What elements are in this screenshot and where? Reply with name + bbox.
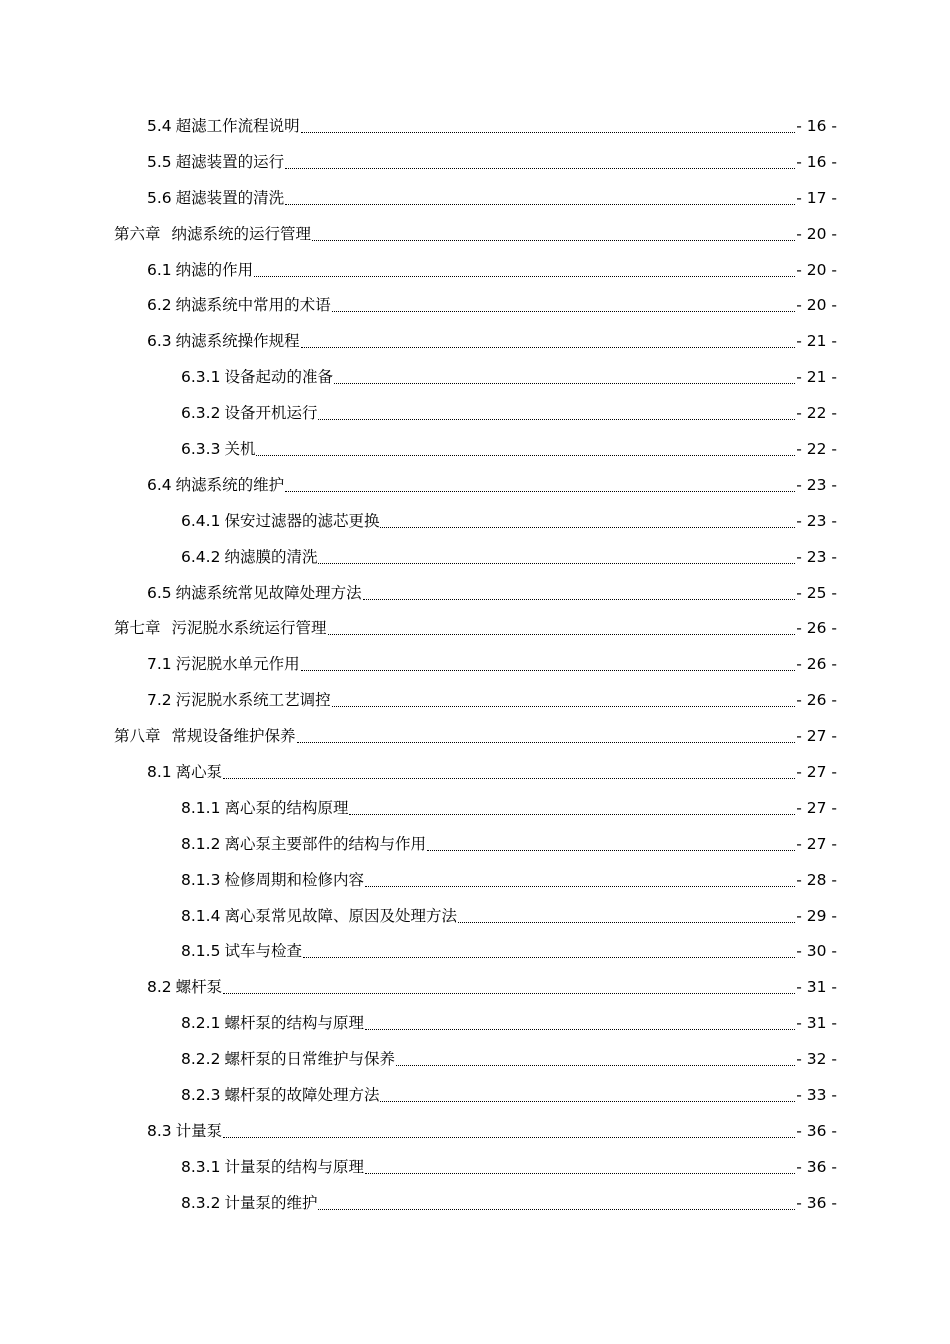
toc-entry-number: 5.4	[147, 116, 172, 135]
toc-entry-title: 计量泵的结构与原理	[224, 1157, 364, 1176]
toc-entry-title: 离心泵主要部件的结构与作用	[224, 834, 426, 853]
toc-dot-leader	[332, 705, 796, 707]
toc-entry-page: - 27 -	[796, 798, 837, 817]
toc-entry-page: - 33 -	[796, 1085, 837, 1104]
toc-entry-number: 6.5	[147, 583, 172, 602]
toc-entry-title: 纳滤膜的清洗	[224, 547, 318, 566]
toc-entry-title: 污泥脱水系统工艺调控	[175, 691, 331, 710]
toc-entry-page: - 28 -	[796, 870, 837, 889]
toc-entry[interactable]	[0, 1113, 950, 1149]
toc-entry-page: - 20 -	[796, 296, 837, 315]
toc-dot-leader	[334, 382, 795, 384]
toc-entry-number: 8.2	[147, 978, 172, 997]
toc-entry-page: - 26 -	[796, 655, 837, 674]
toc-entry-page: - 27 -	[796, 727, 837, 746]
toc-dot-leader	[332, 310, 796, 312]
toc-entry-number: 7.1	[147, 655, 172, 674]
toc-entry-page: - 16 -	[796, 116, 837, 135]
toc-entry[interactable]	[0, 1077, 950, 1113]
toc-dot-leader	[285, 203, 795, 205]
toc-entry[interactable]	[0, 467, 950, 503]
toc-entry-number: 8.3.1	[181, 1157, 221, 1176]
toc-entry-number: 8.2.1	[181, 1014, 221, 1033]
toc-dot-leader	[318, 562, 795, 564]
toc-entry-number: 8.1.1	[181, 798, 221, 817]
toc-entry-title: 纳滤的作用	[175, 260, 254, 279]
toc-dot-leader	[301, 669, 796, 671]
toc-entry-page: - 36 -	[796, 1193, 837, 1212]
toc-dot-leader	[301, 131, 796, 133]
toc-entry-page: - 27 -	[796, 762, 837, 781]
toc-entry-page: - 20 -	[796, 224, 837, 243]
toc-entry-number: 8.3	[147, 1121, 172, 1140]
toc-dot-leader	[365, 1172, 795, 1174]
toc-entry-page: - 22 -	[796, 439, 837, 458]
toc-entry-title: 常规设备维护保养	[171, 727, 296, 746]
toc-entry-title: 纳滤系统操作规程	[175, 332, 300, 351]
toc-entry-page: - 20 -	[796, 260, 837, 279]
toc-entry-number: 6.4	[147, 475, 172, 494]
toc-entry-number: 6.3.3	[181, 439, 221, 458]
toc-entry-title: 关机	[224, 439, 256, 458]
toc-dot-leader	[396, 1064, 795, 1066]
toc-dot-leader	[256, 454, 795, 456]
toc-entry-number: 6.2	[147, 296, 172, 315]
table-of-contents	[0, 108, 950, 1221]
toc-entry-page: - 31 -	[796, 978, 837, 997]
toc-entry-title: 纳滤系统中常用的术语	[175, 296, 331, 315]
toc-entry-number: 8.2.3	[181, 1085, 221, 1104]
toc-entry[interactable]	[0, 323, 950, 359]
toc-entry-number: 6.1	[147, 260, 172, 279]
toc-entry-number: 6.4.2	[181, 547, 221, 566]
toc-entry-page: - 25 -	[796, 583, 837, 602]
toc-entry-page: - 16 -	[796, 152, 837, 171]
toc-entry[interactable]	[0, 180, 950, 216]
toc-dot-leader	[223, 777, 795, 779]
toc-dot-leader	[365, 1028, 795, 1030]
toc-entry-page: - 29 -	[796, 906, 837, 925]
toc-entry-title: 离心泵常见故障、原因及处理方法	[224, 906, 457, 925]
toc-entry-number: 6.3	[147, 332, 172, 351]
toc-entry-title: 超滤工作流程说明	[175, 116, 300, 135]
toc-entry-page: - 21 -	[796, 332, 837, 351]
toc-dot-leader	[427, 849, 795, 851]
toc-entry[interactable]	[0, 575, 950, 611]
toc-entry[interactable]	[0, 1185, 950, 1221]
toc-entry-number: 6.3.2	[181, 404, 221, 423]
toc-entry[interactable]	[0, 503, 950, 539]
toc-entry[interactable]	[0, 359, 950, 395]
toc-entry[interactable]	[0, 287, 950, 323]
toc-entry-title: 离心泵的结构原理	[224, 798, 349, 817]
toc-entry-title: 螺杆泵	[175, 978, 223, 997]
toc-entry-number: 8.3.2	[181, 1193, 221, 1212]
toc-entry-page: - 32 -	[796, 1050, 837, 1069]
toc-dot-leader	[223, 1136, 795, 1138]
toc-entry-number: 第六章	[114, 224, 161, 243]
toc-entry-number: 7.2	[147, 691, 172, 710]
toc-dot-leader	[363, 598, 796, 600]
toc-entry[interactable]	[0, 898, 950, 934]
toc-entry[interactable]	[0, 1149, 950, 1185]
toc-entry-title: 计量泵	[175, 1121, 223, 1140]
toc-entry[interactable]	[0, 646, 950, 682]
toc-entry-page: - 31 -	[796, 1014, 837, 1033]
toc-dot-leader	[349, 813, 795, 815]
toc-dot-leader	[303, 956, 795, 958]
toc-entry-number: 8.1.3	[181, 870, 221, 889]
toc-entry-number: 5.5	[147, 152, 172, 171]
toc-entry[interactable]	[0, 862, 950, 898]
toc-dot-leader	[312, 239, 795, 241]
toc-entry[interactable]	[0, 108, 950, 144]
toc-entry[interactable]	[0, 252, 950, 288]
toc-entry-page: - 36 -	[796, 1157, 837, 1176]
toc-entry-title: 螺杆泵的日常维护与保养	[224, 1050, 395, 1069]
toc-entry[interactable]	[0, 1005, 950, 1041]
toc-entry-page: - 26 -	[796, 691, 837, 710]
toc-entry-page: - 22 -	[796, 404, 837, 423]
toc-entry[interactable]	[0, 395, 950, 431]
toc-entry-title: 设备开机运行	[224, 404, 318, 423]
toc-entry[interactable]	[0, 1041, 950, 1077]
toc-entry-page: - 27 -	[796, 834, 837, 853]
toc-entry-title: 污泥脱水系统运行管理	[171, 619, 327, 638]
toc-entry-title: 纳滤系统的运行管理	[171, 224, 312, 243]
toc-entry-page: - 17 -	[796, 188, 837, 207]
toc-entry-number: 第七章	[114, 619, 161, 638]
toc-entry[interactable]	[0, 790, 950, 826]
toc-entry-title: 纳滤系统的维护	[175, 475, 285, 494]
toc-entry-number: 8.1.5	[181, 942, 221, 961]
toc-entry-number: 8.2.2	[181, 1050, 221, 1069]
toc-dot-leader	[285, 490, 795, 492]
toc-dot-leader	[301, 346, 796, 348]
toc-entry-title: 保安过滤器的滤芯更换	[224, 511, 380, 530]
toc-entry-title: 超滤装置的运行	[175, 152, 285, 171]
toc-entry-title: 螺杆泵的故障处理方法	[224, 1085, 380, 1104]
toc-entry[interactable]	[0, 754, 950, 790]
toc-entry[interactable]	[0, 610, 950, 646]
toc-entry-title: 螺杆泵的结构与原理	[224, 1014, 364, 1033]
toc-entry[interactable]	[0, 682, 950, 718]
toc-entry-page: - 23 -	[796, 547, 837, 566]
toc-entry-page: - 23 -	[796, 475, 837, 494]
toc-entry[interactable]	[0, 144, 950, 180]
toc-dot-leader	[285, 167, 795, 169]
toc-entry-title: 污泥脱水单元作用	[175, 655, 300, 674]
toc-entry-title: 计量泵的维护	[224, 1193, 318, 1212]
toc-entry-page: - 36 -	[796, 1121, 837, 1140]
toc-entry-title: 纳滤系统常见故障处理方法	[175, 583, 362, 602]
toc-entry-page: - 23 -	[796, 511, 837, 530]
toc-entry[interactable]	[0, 718, 950, 754]
toc-entry[interactable]	[0, 216, 950, 252]
toc-entry-number: 8.1.4	[181, 906, 221, 925]
toc-entry-page: - 21 -	[796, 368, 837, 387]
toc-dot-leader	[380, 1100, 795, 1102]
toc-dot-leader	[297, 741, 796, 743]
toc-dot-leader	[318, 418, 795, 420]
toc-dot-leader	[254, 275, 795, 277]
toc-dot-leader	[365, 885, 795, 887]
toc-entry[interactable]	[0, 431, 950, 467]
toc-dot-leader	[328, 633, 796, 635]
toc-entry-title: 试车与检查	[224, 942, 302, 961]
toc-entry-page: - 26 -	[796, 619, 837, 638]
toc-entry-number: 6.3.1	[181, 368, 221, 387]
toc-dot-leader	[223, 992, 795, 994]
toc-entry-title: 离心泵	[175, 762, 223, 781]
toc-dot-leader	[380, 526, 795, 528]
toc-entry-number: 第八章	[114, 727, 161, 746]
toc-dot-leader	[318, 1208, 795, 1210]
toc-entry-title: 设备起动的准备	[224, 368, 333, 387]
toc-entry[interactable]	[0, 969, 950, 1005]
toc-entry-number: 5.6	[147, 188, 172, 207]
toc-entry-number: 6.4.1	[181, 511, 221, 530]
toc-entry-title: 超滤装置的清洗	[175, 188, 285, 207]
toc-entry[interactable]	[0, 539, 950, 575]
toc-entry-page: - 30 -	[796, 942, 837, 961]
toc-entry-title: 检修周期和检修内容	[224, 870, 364, 889]
toc-entry-number: 8.1.2	[181, 834, 221, 853]
toc-dot-leader	[458, 921, 795, 923]
toc-entry[interactable]	[0, 826, 950, 862]
toc-entry-number: 8.1	[147, 762, 172, 781]
toc-entry[interactable]	[0, 933, 950, 969]
